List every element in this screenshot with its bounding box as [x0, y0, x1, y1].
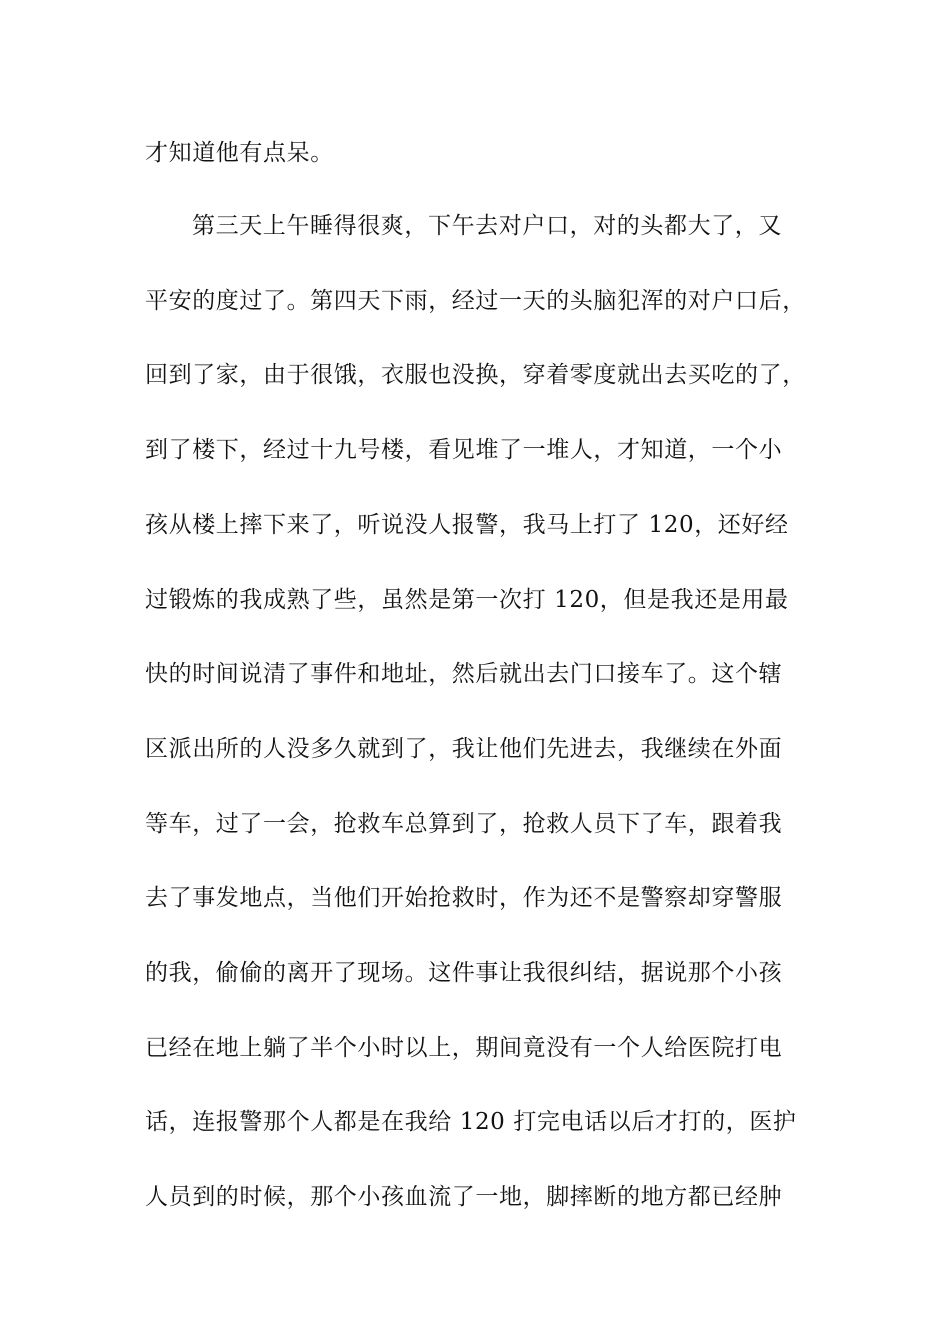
text-line: 孩从楼上摔下来了，听说没人报警，我马上打了 120，还好经	[145, 512, 789, 538]
text-line: 去了事发地点，当他们开始抢救时，作为还不是警察却穿警服	[145, 885, 783, 911]
text-line: 区派出所的人没多久就到了，我让他们先进去，我继续在外面	[145, 736, 783, 762]
text-line: 过锻炼的我成熟了些，虽然是第一次打 120，但是我还是用最	[145, 587, 789, 613]
text-line: 的我，偷偷的离开了现场。这件事让我很纠结，据说那个小孩	[145, 960, 783, 986]
text-line: 等车，过了一会，抢救车总算到了，抢救人员下了车，跟着我	[145, 811, 783, 837]
text-line: 人员到的时候，那个小孩血流了一地，脚摔断的地方都已经肿	[145, 1184, 783, 1210]
paragraph-first-line: 第三天上午睡得很爽，下午去对户口，对的头都大了，又	[192, 213, 782, 239]
text-line: 平安的度过了。第四天下雨，经过一天的头脑犯浑的对户口后，	[145, 288, 806, 314]
text-line: 回到了家，由于很饿，衣服也没换，穿着零度就出去买吃的了，	[145, 362, 806, 388]
text-line: 才知道他有点呆。	[145, 140, 334, 166]
text-line: 已经在地上躺了半个小时以上，期间竟没有一个人给医院打电	[145, 1035, 783, 1061]
text-line: 到了楼下，经过十九号楼，看见堆了一堆人，才知道，一个小	[145, 437, 783, 463]
text-line: 快的时间说清了事件和地址，然后就出去门口接车了。这个辖	[145, 661, 783, 687]
text-line: 话，连报警那个人都是在我给 120 打完电话以后才打的，医护	[145, 1109, 797, 1135]
